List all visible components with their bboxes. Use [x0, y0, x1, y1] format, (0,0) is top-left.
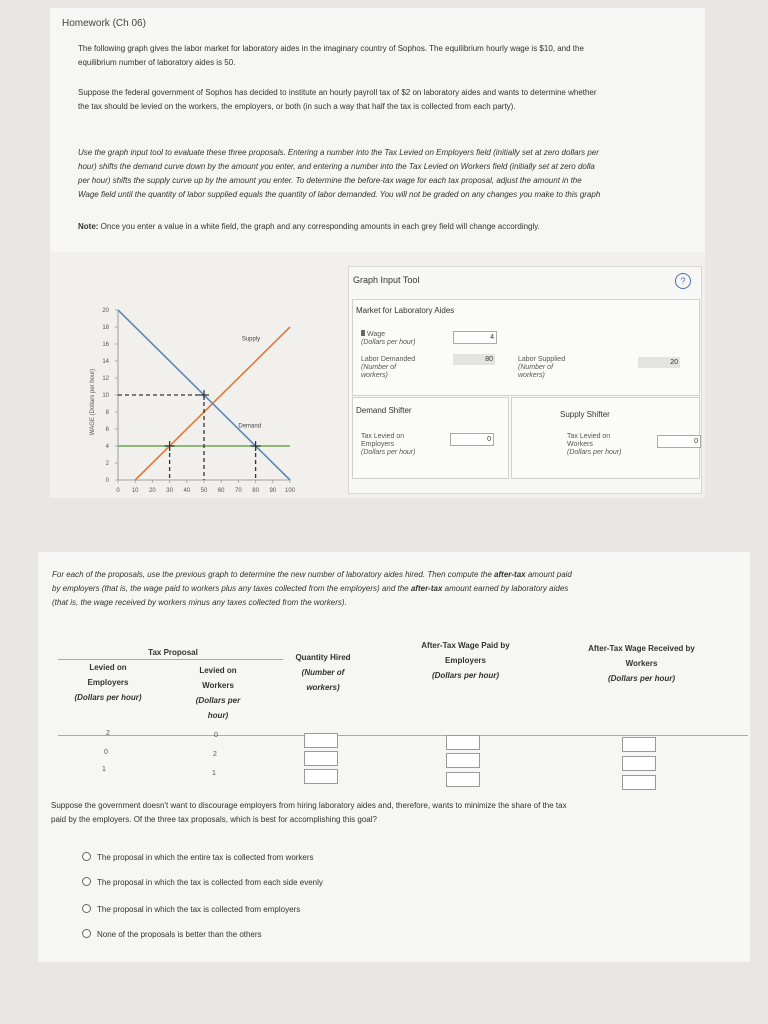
option-2-label: The proposal in which the tax is collected from each side evenly [97, 878, 323, 887]
y-tick-label: 16 [102, 342, 109, 348]
row2-employers: 0 [104, 749, 108, 756]
tax-proposal-header: Tax Proposal [148, 648, 198, 657]
row2-received-input[interactable] [622, 756, 656, 771]
question-line2: paid by the employers. Of the three tax proposals, which is best for accomplishing this goal? [51, 815, 377, 824]
te-sub: (Dollars per hour) [361, 449, 416, 456]
instr-line1: Use the graph input tool to evaluate these three proposals. Entering a number into the Tax Levied on Employers field (initially set at zero dollars per [78, 148, 599, 157]
row1-paid-input[interactable] [446, 735, 480, 750]
x-tick-label: 0 [116, 488, 120, 494]
radio-option-3[interactable] [82, 904, 91, 913]
col-levied-workers-header: Levied on Workers (Dollars per hour) [195, 666, 241, 720]
y-tick-label: 2 [105, 461, 109, 467]
y-tick-label: 14 [102, 359, 109, 365]
supply-curve-label: Supply [241, 336, 261, 343]
row1-received-input[interactable] [622, 737, 656, 752]
option-workers[interactable] [82, 852, 314, 862]
ls-sub2: workers) [518, 372, 545, 379]
inst-line3: (that is, the wage received by workers minus any taxes collected from the workers). [52, 598, 347, 607]
x-tick-label: 40 [183, 488, 191, 494]
wage-bullet-icon [361, 330, 365, 336]
homework-top-panel [50, 8, 705, 498]
inst-line1: For each of the proposals, use the previous graph to determine the new number of laboratory aides hired. Then compute the after-tax amount paid [52, 570, 572, 579]
x-tick-label: 50 [200, 488, 208, 494]
labor-supplied-value: 20 [638, 357, 680, 368]
intro-paragraph-1 [78, 42, 698, 70]
instr-line2: hour) shifts the demand curve down by the amount you enter, and entering a number into the Tax Levied on Workers field (initially set at zero dolla [78, 162, 595, 171]
inst-line2: by employers (that is, the wage paid to workers plus any taxes collected from the employers) and the after-tax amount earned by laboratory aides [52, 584, 569, 593]
col-quantity-hired-header: Quantity Hired (Number of workers) [295, 653, 351, 692]
row1-quantity-input[interactable] [304, 733, 338, 748]
ls-sub1: (Number of [518, 364, 554, 371]
labor-market-graph[interactable] [50, 252, 348, 498]
col-received-workers-header: After-Tax Wage Received by Workers (Dollars per hour) [588, 644, 695, 683]
graph-input-tool-title: Graph Input Tool [353, 275, 420, 285]
x-tick-label: 100 [284, 488, 296, 494]
row2-paid-input[interactable] [446, 753, 480, 768]
supply-shifter-box [511, 397, 700, 479]
labor-demanded-label [361, 356, 415, 380]
row2-quantity-input[interactable] [304, 751, 338, 766]
y-tick-label: 4 [105, 444, 109, 450]
table-header-rule [58, 735, 748, 736]
ld-label-text: Labor Demanded [361, 356, 416, 363]
market-title: Market for Laboratory Aides [356, 306, 455, 315]
col-levied-employers-header: Levied on Employers (Dollars per hour) [74, 663, 142, 702]
te-label2: Employers [361, 441, 395, 448]
x-tick-label: 90 [269, 488, 277, 494]
x-tick-label: 20 [149, 488, 156, 494]
labor-supplied-label [518, 356, 565, 380]
col-paid-employers-header: After-Tax Wage Paid by Employers (Dollars per hour) [421, 641, 510, 680]
instructions-paragraph [78, 146, 703, 202]
graph-input-tool [348, 266, 702, 494]
x-tick-label: 60 [217, 488, 225, 494]
row3-workers: 1 [212, 770, 216, 777]
radio-option-2[interactable] [82, 877, 91, 886]
radio-option-4[interactable] [82, 929, 91, 938]
intro-paragraph-2 [78, 86, 698, 114]
option-even[interactable] [82, 877, 323, 887]
homework-bottom-panel [38, 552, 750, 962]
intro-p1-line1: The following graph gives the labor market for laboratory aides in the imaginary country of Sophos. The equilibrium hourly wage is $10, and the [78, 44, 584, 53]
wage-input[interactable]: 4 [453, 331, 497, 344]
row3-paid-input[interactable] [446, 772, 480, 787]
row1-workers: 0 [214, 732, 218, 739]
instr-line3: per hour) shifts the supply curve up by the amount you enter. To determine the before-tax wage for each tax proposal, adjust the amount in the [78, 176, 582, 185]
note-text: Once you enter a value in a white field, the graph and any corresponding amounts in each grey field will change accordingly. [98, 222, 540, 231]
y-tick-label: 10 [102, 393, 109, 399]
x-tick-label: 30 [166, 488, 173, 494]
y-tick-label: 0 [105, 478, 109, 484]
tw-label1: Tax Levied on [567, 433, 611, 440]
y-tick-label: 8 [105, 410, 109, 416]
table-instructions [52, 568, 742, 610]
demand-shifter-title: Demand Shifter [356, 406, 412, 415]
note-label: Note: [78, 222, 99, 231]
y-tick-label: 6 [105, 427, 109, 433]
x-tick-label: 70 [235, 488, 242, 494]
wage-sub: (Dollars per hour) [361, 339, 416, 346]
tw-label2: Workers [567, 441, 593, 448]
tax-employers-input[interactable]: 0 [450, 433, 494, 446]
y-tick-label: 12 [102, 376, 109, 382]
tax-employers-label [361, 433, 415, 457]
option-4-label: None of the proposals is better than the others [97, 930, 262, 939]
option-employers[interactable] [82, 904, 300, 914]
wage-field-label [361, 330, 415, 347]
question-line1: Suppose the government doesn't want to discourage employers from hiring laboratory aides and, therefore, wants to minimize the share of the tax [51, 801, 567, 810]
row3-received-input[interactable] [622, 775, 656, 790]
graph-panel [50, 252, 705, 498]
ls-label-text: Labor Supplied [518, 356, 566, 363]
note-paragraph [78, 220, 698, 234]
row1-employers: 2 [106, 730, 110, 737]
row2-workers: 2 [213, 751, 217, 758]
tax-workers-input[interactable]: 0 [657, 435, 701, 448]
te-label1: Tax Levied on [361, 433, 405, 440]
intro-p2-line2: the tax should be levied on the workers, the employers, or both (in such a way that half the tax is collected from each party). [78, 102, 516, 111]
y-tick-label: 18 [102, 325, 109, 331]
y-tick-label: 20 [102, 308, 109, 314]
supply-shifter-title: Supply Shifter [560, 410, 610, 419]
ld-sub1: (Number of [361, 364, 397, 371]
market-box [352, 299, 700, 396]
tw-sub: (Dollars per hour) [567, 449, 622, 456]
homework-title: Homework (Ch 06) [62, 18, 146, 29]
radio-option-1[interactable] [82, 852, 91, 861]
row3-quantity-input[interactable] [304, 769, 338, 784]
help-icon[interactable]: ? [675, 273, 691, 289]
x-tick-label: 80 [252, 488, 259, 494]
option-none[interactable] [82, 929, 262, 939]
y-axis-label: WAGE (Dollars per hour) [90, 368, 96, 436]
option-3-label: The proposal in which the tax is collected from employers [97, 905, 301, 914]
demand-shifter-box [352, 397, 509, 479]
wage-label-text: Wage [367, 331, 386, 338]
demand-curve-label: Demand [238, 423, 262, 430]
option-1-label: The proposal in which the entire tax is collected from workers [97, 853, 314, 862]
instr-line4: Wage field until the quantity of labor supplied equals the quantity of labor demanded. You will not be graded on any changes you make to this graph [78, 190, 601, 199]
labor-demanded-value: 80 [453, 354, 495, 365]
question-text [51, 799, 741, 827]
intro-p1-line2: equilibrium number of laboratory aides is 50. [78, 58, 236, 67]
row3-employers: 1 [102, 766, 106, 773]
ld-sub2: workers) [361, 372, 388, 379]
intro-p2-line1: Suppose the federal government of Sophos has decided to institute an hourly payroll tax of $2 on laboratory aides and wants to determine whether [78, 88, 597, 97]
x-tick-label: 10 [131, 488, 139, 494]
tax-workers-label [567, 433, 621, 457]
